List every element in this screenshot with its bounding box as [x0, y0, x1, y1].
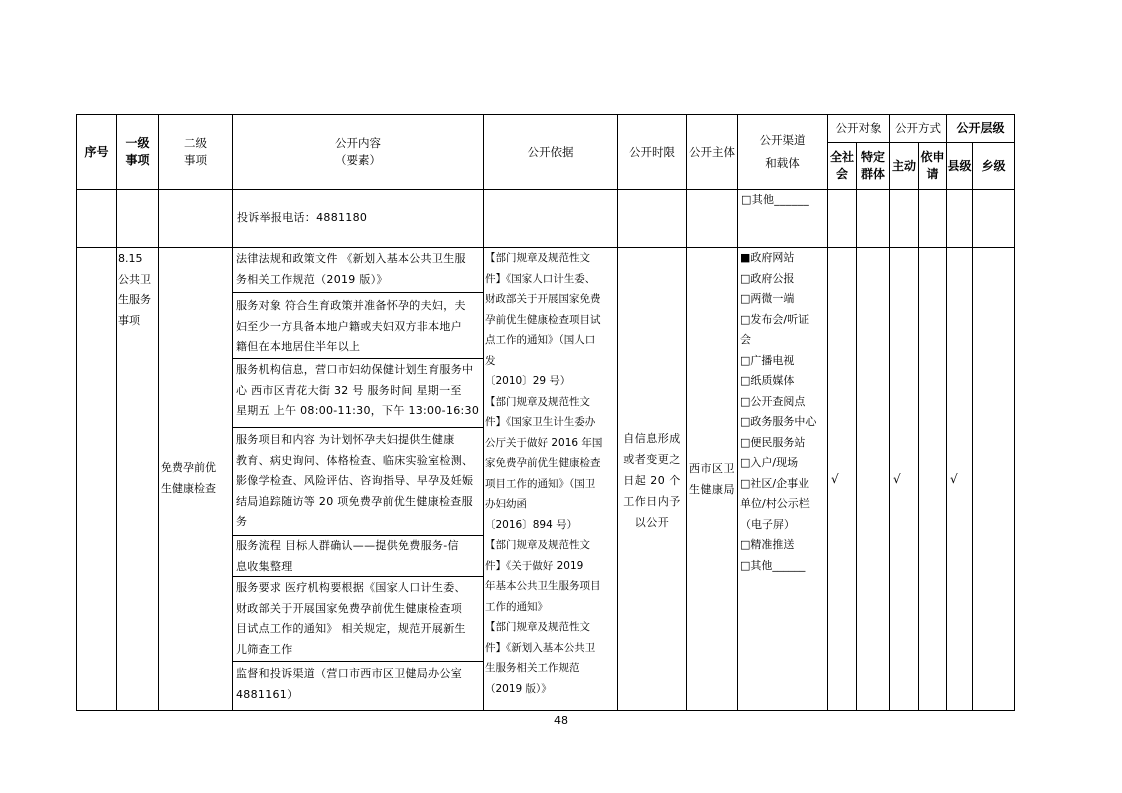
basis-line: 年基本公共卫生服务项目 [485, 580, 601, 592]
channel-item: 会 [740, 333, 751, 346]
channel-item: □政府公报 [740, 271, 795, 285]
page-number: 48 [554, 714, 568, 727]
basis-line: 〔2010〕29 号） [485, 375, 571, 387]
content-line: 服务流程 目标人群确认——提供免费服务-信 [236, 539, 459, 552]
level1-line: 公共卫 [118, 272, 151, 286]
content-line: 目试点工作的通知》 相关规定，规范开展新生 [236, 622, 466, 635]
basis-line: 办妇幼函 [485, 498, 527, 510]
content-line: 法律法规和政策文件 《新划入基本公共卫生服 [236, 252, 466, 265]
header-target-specific-line: 特定 [860, 150, 885, 164]
level-county-check: √ [950, 472, 958, 486]
content-line: 妇至少一方具备本地户籍或夫妇双方非本地户 [236, 319, 462, 333]
channel-item: □入户/现场 [740, 456, 799, 469]
channel-item: □广播电视 [740, 353, 795, 367]
channel-item: ■政府网站 [740, 251, 795, 264]
content-item-supervision [233, 664, 483, 705]
basis-line: 件】《关于做好 2019 [485, 559, 584, 572]
content-line: 服务对象 符合生育政策并准备怀孕的夫妇，夫 [236, 299, 466, 312]
level2-line: 免费孕前优 [161, 461, 216, 474]
content-subrow-line [233, 358, 483, 359]
content-line: 服务要求 医疗机构要根据《国家人口计生委、 [236, 581, 466, 594]
header-bottom-line [76, 189, 1015, 190]
content-line: 务相关工作规范（2019 版）》 [236, 272, 388, 286]
channel-item: □便民服务站 [740, 435, 806, 449]
col-line [116, 114, 117, 711]
basis-line: 件】《国家人口计生委、 [485, 272, 596, 285]
level2-line: 生健康检查 [161, 481, 216, 495]
basis-line: 发 [485, 354, 496, 367]
level1-line: 8.15 [118, 252, 143, 265]
channel-item: □政务服务中心 [740, 415, 817, 428]
content-line: 星期五 上午 08:00-11:30，下午 13:00-16:30 [236, 404, 480, 417]
level1-item [117, 249, 158, 331]
time-limit-line: 日起 20 个 [623, 474, 681, 487]
header-level1-line: 事项 [125, 153, 150, 167]
header-method-active: 主动 [891, 158, 916, 173]
level2-item [159, 458, 232, 499]
col-line [76, 114, 77, 711]
header-channel [738, 115, 827, 189]
col-line [827, 114, 828, 711]
content-item-requirements [233, 578, 483, 660]
col-line [158, 114, 159, 711]
channel-item: □纸质媒体 [740, 374, 795, 387]
header-channel-line: 和载体 [765, 156, 800, 170]
time-limit-line: 工作日内予 [623, 495, 681, 508]
basis-line: 【部门规章及规范性文 [485, 395, 590, 408]
header-level-township: 乡级 [981, 158, 1006, 173]
header-target-all-line: 全社 [829, 150, 854, 164]
col-line [617, 114, 618, 711]
level1-line: 事项 [118, 313, 140, 327]
col-line [686, 114, 687, 711]
basis-line: （2019 版）》 [485, 682, 552, 695]
col-line [918, 142, 919, 711]
basis-line: 项目工作的通知》（国卫 [485, 477, 596, 490]
header-subject: 公开主体 [689, 144, 735, 159]
header-content [233, 115, 483, 189]
content-line: 息收集整理 [236, 559, 293, 573]
header-level2-line: 二级 [184, 136, 207, 150]
content-line: 财政部关于开展国家免费孕前优生健康检查项 [236, 601, 462, 615]
channel-item: （电子屏） [740, 517, 795, 531]
content-line: 4881161） [236, 687, 299, 701]
col-line [946, 114, 947, 711]
basis-line: 工作的通知》 [485, 600, 548, 613]
channel-list [738, 248, 827, 576]
time-limit-line: 以公开 [634, 516, 670, 529]
header-method-request-line: 依申 [920, 150, 945, 164]
time-limit-line: 自信息形成 [623, 432, 681, 445]
basis-line: 点工作的通知》（国人口 [485, 334, 596, 346]
header-method-request-line: 请 [926, 167, 939, 181]
content-line: 影像学检查、风险评估、咨询指导、早孕及妊娠 [236, 474, 474, 487]
header-level-group: 公开层级 [956, 121, 1005, 135]
col-line [856, 142, 857, 711]
content-item-policy [233, 249, 483, 290]
content-line: 教育、病史询问、体格检查、临床实验室检测、 [236, 453, 474, 467]
table-bottom-border [76, 710, 1015, 711]
channel-item: □发布会/听证 [740, 312, 810, 326]
method-active-check: √ [893, 472, 901, 486]
header-level1 [117, 115, 158, 189]
prev-row-channel: □其他______ [741, 193, 810, 206]
subject-text [687, 458, 737, 500]
col-line [889, 114, 890, 711]
header-target-specific [857, 143, 889, 189]
content-line: 结局追踪随访等 20 项免费孕前优生健康检查服 [236, 494, 473, 508]
basis-line: 【部门规章及规范性文 [485, 621, 590, 633]
basis-line: 财政部关于开展国家免费 [485, 293, 601, 305]
prev-row-content: 投诉举报电话：4881180 [237, 211, 368, 224]
content-line: 心 西市区青花大街 32 号 服务时间 星期一至 [236, 383, 462, 397]
col-line [972, 142, 973, 711]
header-target-all [828, 143, 856, 189]
subject-line: 生健康局 [689, 483, 735, 496]
content-line: 籍但在本地居住半年以上 [236, 340, 361, 353]
basis-line: 件】《新划入基本公共卫 [485, 641, 596, 654]
header-target-all-line: 会 [835, 167, 848, 181]
header-level2-line: 事项 [184, 153, 207, 167]
basis-line: 生服务相关工作规范 [485, 662, 580, 674]
content-line: 服务项目和内容 为计划怀孕夫妇提供生健康 [236, 433, 455, 446]
content-item-target [233, 296, 483, 358]
time-limit-text [618, 428, 686, 533]
content-line: 务 [236, 515, 248, 528]
channel-item: □公开查阅点 [740, 394, 806, 408]
header-seq: 序号 [84, 144, 109, 159]
basis-line: 【部门规章及规范性文 [485, 252, 590, 264]
header-level1-line: 一级 [125, 136, 150, 150]
channel-item: □两微一端 [740, 292, 795, 305]
header-target-group: 公开对象 [835, 121, 882, 135]
header-time-limit: 公开时限 [629, 144, 675, 159]
content-subrow-line [233, 292, 483, 293]
content-item-institution [233, 360, 483, 422]
channel-item: □精准推送 [740, 538, 795, 551]
basis-line: 公厅关于做好 2016 年国 [485, 436, 603, 449]
channel-item: 单位/村公示栏 [740, 497, 810, 510]
header-content-line: 公开内容 [335, 136, 381, 150]
basis-line: 〔2016〕894 号） [485, 518, 578, 531]
header-content-line: （要素） [335, 153, 381, 167]
content-item-services [233, 430, 483, 533]
col-line [1014, 114, 1015, 711]
header-level2 [159, 115, 232, 189]
basis-line: 孕前优生健康检查项目试 [485, 313, 601, 326]
header-method-group: 公开方式 [895, 121, 941, 135]
basis-line: 件】《国家卫生计生委办 [485, 416, 596, 428]
content-line: 监督和投诉渠道（营口市西市区卫健局办公室 [236, 667, 462, 680]
content-line: 服务机构信息，营口市妇幼保健计划生育服务中 [236, 363, 474, 376]
channel-item: □社区/企事业 [740, 476, 810, 490]
content-item-process [233, 536, 483, 577]
basis-line: 【部门规章及规范性文 [485, 539, 590, 551]
time-limit-line: 或者变更之 [623, 453, 681, 466]
level1-line: 生服务 [118, 293, 151, 306]
header-channel-line: 公开渠道 [759, 133, 806, 147]
subject-line: 西市区卫 [689, 462, 735, 475]
header-basis: 公开依据 [527, 144, 574, 159]
content-subrow-line [233, 661, 483, 662]
header-target-specific-line: 群体 [860, 167, 885, 181]
target-all-check: √ [831, 472, 839, 486]
content-subrow-line [233, 427, 483, 428]
basis-line: 家免费孕前优生健康检查 [485, 457, 601, 469]
header-method-request [919, 143, 946, 189]
header-level-county: 县级 [947, 158, 972, 173]
content-line: 儿筛查工作 [236, 642, 293, 656]
channel-item: □其他______ [740, 558, 806, 572]
basis-text [484, 248, 617, 699]
